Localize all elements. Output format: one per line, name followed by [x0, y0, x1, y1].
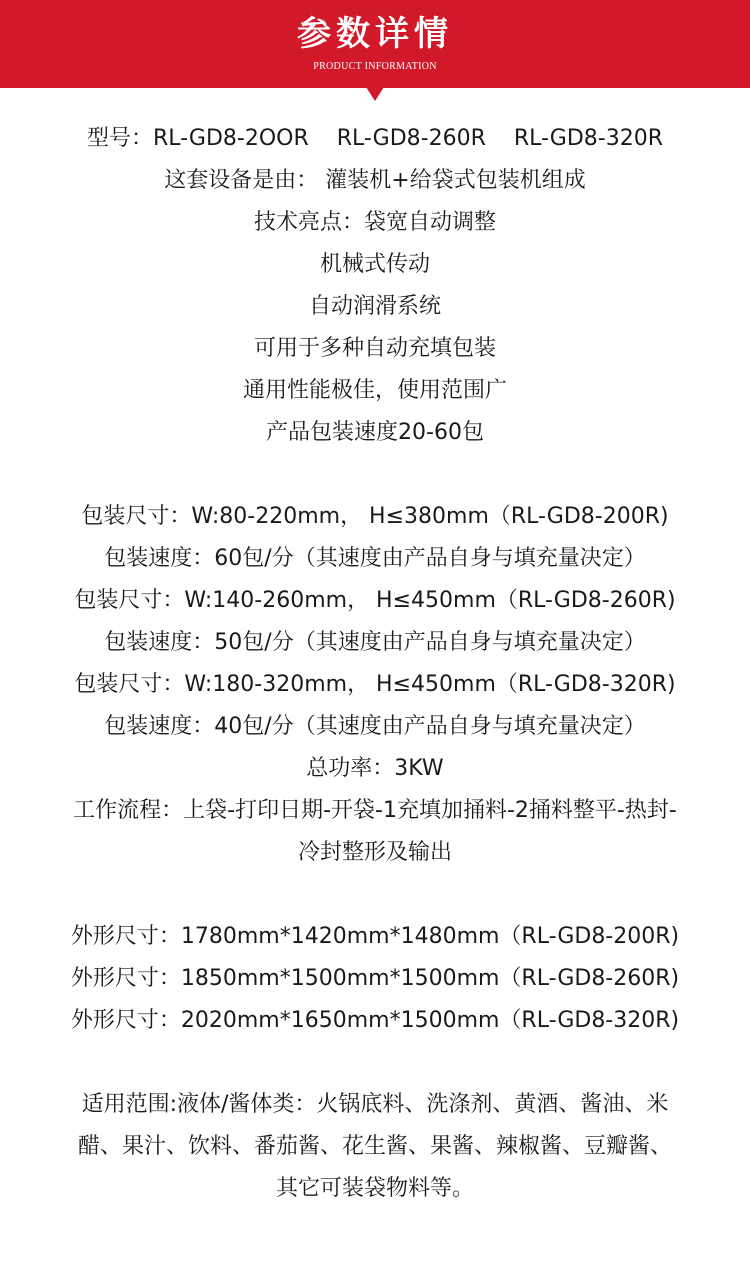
model-item: RL-GD8-260R [336, 126, 486, 151]
scope-line: 其它可装袋物料等。 [275, 1176, 474, 1201]
dimension-line: 外形尺寸：1780mm*1420mm*1480mm（RL-GD8-200R) [70, 924, 680, 949]
packaging-line: 包装速度：60包/分（其速度由产品自身与填充量决定） [104, 546, 646, 571]
header-title: 参数详情 [297, 14, 453, 54]
packaging-line: 包装尺寸：W:180-320mm， H≤450mm（RL-GD8-320R) [74, 672, 676, 697]
header-banner [0, 0, 750, 88]
model-item: RL-GD8-320R [513, 126, 663, 151]
model-label: 型号： [87, 126, 154, 151]
intro-line: 技术亮点：袋宽自动调整 [253, 210, 496, 235]
intro-line: 通用性能极佳，使用范围广 [242, 378, 507, 403]
scope-line: 醋、果汁、饮料、番茄酱、花生酱、果酱、辣椒酱、豆瓣酱、 [77, 1134, 672, 1159]
intro-line: 机械式传动 [319, 252, 430, 277]
scope-line: 适用范围:液体/酱体类：火锅底料、洗涤剂、黄酒、酱油、米 [81, 1092, 669, 1117]
packaging-line: 包装速度：40包/分（其速度由产品自身与填充量决定） [104, 714, 646, 739]
packaging-line: 包装尺寸：W:140-260mm， H≤450mm（RL-GD8-260R) [74, 588, 676, 613]
packaging-line: 包装速度：50包/分（其速度由产品自身与填充量决定） [104, 630, 646, 655]
banner-pointer-icon [366, 87, 384, 101]
intro-line: 产品包装速度20-60包 [266, 420, 484, 445]
header-subtitle: PRODUCT INFORMATION [313, 61, 437, 72]
intro-line: 可用于多种自动充填包装 [253, 336, 496, 361]
intro-line: 这套设备是由： 灌装机+给袋式包装机组成 [164, 168, 586, 193]
dimension-line: 外形尺寸：1850mm*1500mm*1500mm（RL-GD8-260R) [70, 966, 680, 991]
workflow-line: 冷封整形及输出 [297, 840, 452, 865]
workflow-line: 工作流程：上袋-打印日期-开袋-1充填加捅料-2捅料整平-热封- [73, 798, 677, 823]
model-item: RL-GD8-2OOR [153, 126, 309, 151]
model-line [20, 118, 730, 160]
section-gap [20, 874, 730, 916]
section-gap [20, 1042, 730, 1084]
power-line: 总功率：3KW [306, 756, 444, 781]
packaging-line: 包装尺寸：W:80-220mm， H≤380mm（RL-GD8-200R) [81, 504, 669, 529]
spec-content [20, 118, 730, 1210]
section-gap [20, 454, 730, 496]
dimension-line: 外形尺寸：2020mm*1650mm*1500mm（RL-GD8-320R) [70, 1008, 680, 1033]
intro-line: 自动润滑系统 [308, 294, 441, 319]
